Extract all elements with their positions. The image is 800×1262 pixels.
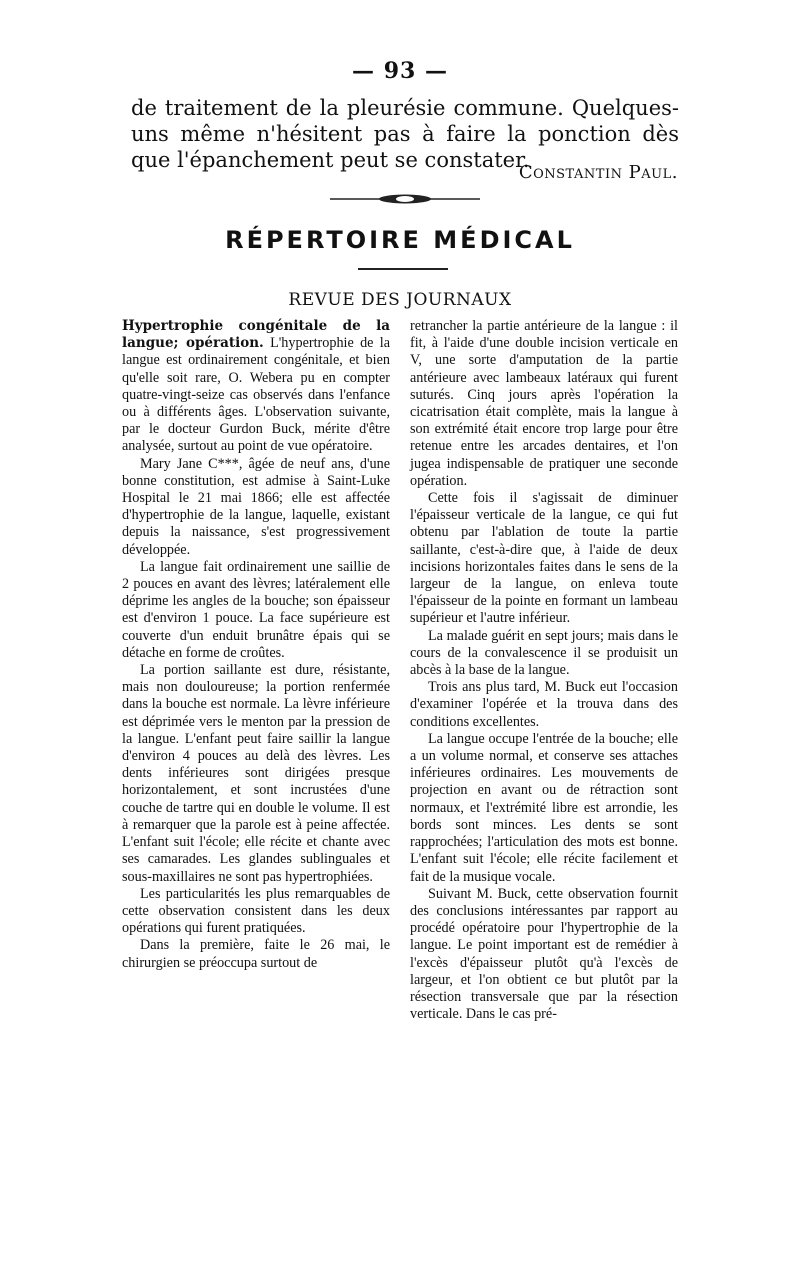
section-heading: RÉPERTOIRE MÉDICAL bbox=[225, 226, 575, 254]
article-paragraph: Trois ans plus tard, M. Buck eut l'occasion d'examiner l'opérée et la trouva dans des conditions excellentes. bbox=[410, 679, 678, 730]
author-signature: Constantin Paul. bbox=[518, 162, 678, 183]
heading-rule bbox=[358, 268, 448, 270]
article-title: Hypertrophie congénitale de la langue; opération. bbox=[122, 318, 390, 352]
article-paragraph: La langue occupe l'entrée de la bouche; elle a un volume normal, et conserve ses attaches inférieures ordinaires. Les mouvements de projection en avant ou de rétraction sont normaux, et l'extrémité libre est arrondie, les bords sont minces. Les dents se sont rapprochées; l'articulation des mots est bonne. L'enfant suit l'école; elle récite facilement et fait de la musique vocale. bbox=[410, 730, 678, 885]
article-paragraph: Dans la première, faite le 26 mai, le chirurgien se préoccupa surtout de bbox=[122, 937, 390, 971]
article-paragraph: Suivant M. Buck, cette observation fournit des conclusions intéressantes par rapport au procédé opératoire pour l'hypertrophie de la langue. Le point important est de remédier à l'excès d'épaisseur plutôt qu'à l'excès de largeur, et l'on obtient ce but plutôt par la résection transversale que par la résection verticale. Dans le cas pré- bbox=[410, 885, 678, 1023]
article-paragraph: La portion saillante est dure, résistante, mais non douloureuse; la portion renfermée dans la bouche est normale. La lèvre inférieure est déprimée vers le menton par la pression de la langue. L'enfant peut faire saillir la langue d'environ 4 pouces au delà des lèvres. Les dents inférieures sont dirigées presque horizontalement, et sont incrustées d'une couche de tartre qui en double le volume. Il est à remarquer que la parole est à peine affectée. L'enfant suit l'école; elle récite et chante avec ses camarades. Les glandes sublinguales et sous-maxillaires ne sont pas hypertrophiées. bbox=[122, 662, 390, 885]
article-paragraph: La langue fait ordinairement une saillie de 2 pouces en avant des lèvres; latéralement elle déprime les angles de la bouche; son épaisseur est d'environ 1 pouce. La face supérieure est couverte d'un enduit brunâtre épais qui se détache en forme de croûtes. bbox=[122, 558, 390, 661]
article-paragraph: Les particularités les plus remarquables de cette observation consistent dans les deux opérations qui furent pratiquées. bbox=[122, 885, 390, 937]
right-column bbox=[410, 318, 678, 1023]
article-paragraph: Cette fois il s'agissait de diminuer l'épaisseur verticale de la langue, ce qui fut obtenu par l'ablation de toute la partie saillante, c'est-à-dire que, à l'aide de deux incisions horizontales faites dans le sens de la largeur de la langue, on enleva toute l'épaisseur de la pointe en formant un lambeau supérieur et l'autre inférieur. bbox=[410, 490, 678, 627]
intro-text: de traitement de la pleurésie commune. Quelques-uns même n'hésitent pas à faire la ponction dès que l'épanchement peut se constater. bbox=[131, 96, 679, 172]
article-paragraph: Mary Jane C***, âgée de neuf ans, d'une bonne constitution, est admise à Saint-Luke Hospital le 21 mai 1866; elle est affectée d'hypertrophie de la langue, laquelle, existant depuis la naissance, s'est progressivement développée. bbox=[122, 455, 390, 558]
article-paragraph: La malade guérit en sept jours; mais dans le cours de la convalescence il se produisit un abcès à la base de la langue. bbox=[410, 627, 678, 679]
left-column bbox=[122, 318, 390, 972]
ornament-divider bbox=[330, 191, 480, 207]
subheading: REVUE DES JOURNAUX bbox=[288, 290, 512, 310]
article-paragraph: Hypertrophie congénitale de la langue; opération. L'hypertrophie de la langue est ordinairement congénitale, et bien qu'elle soit rare, O. Webera pu en compter quatre-vingt-seize cas observés dans l'enfance ou à différents âges. L'observation suivante, par le docteur Gurdon Buck, mérite d'être analysée, surtout au point de vue opératoire. bbox=[122, 318, 391, 455]
page-number: — 93 — bbox=[352, 58, 448, 84]
article-paragraph: retrancher la partie antérieure de la langue : il fit, à l'aide d'une double incision verticale en V, une sorte d'amputation de la partie antérieure avec lambeaux latéraux qui furent suturés. Cinq jours après l'opération la cicatrisation était complète, mais la langue à son extrémité était encore trop large pour être retenue entre les arcades dentaires, et l'on jugea indispensable de pratiquer une seconde opération. bbox=[410, 318, 678, 489]
